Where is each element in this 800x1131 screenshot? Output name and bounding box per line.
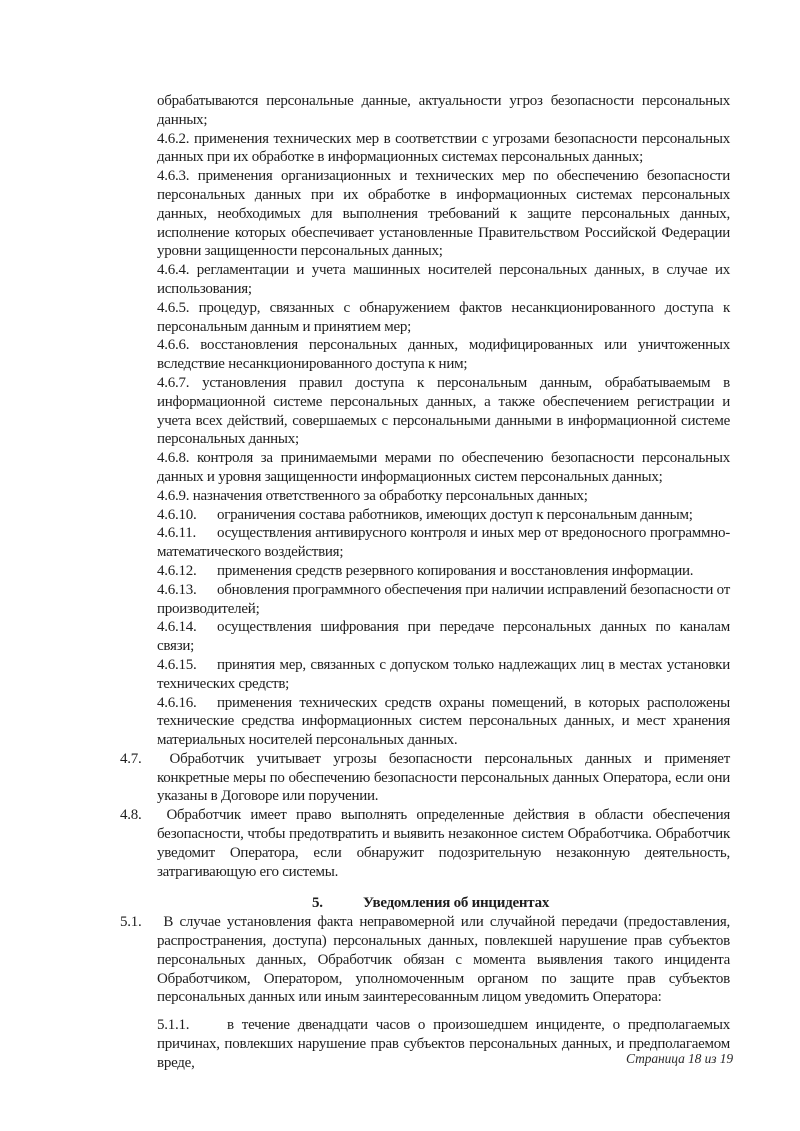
paragraph-text: Обработчик имеет право выполнять определенные действия в области обеспечения безопасности, чтобы предотвратить и выявить незаконное систем Обработчика. Обработчик уведомит Оператора, если обнаружит подозрительную незаконную деятельность, затрагивающую его системы.: [157, 807, 731, 880]
paragraph: [157, 487, 730, 506]
paragraph: [157, 562, 730, 581]
paragraph-text: Обработчик учитывает угрозы безопасности персональных данных и применяет конкретные меры по обеспечению безопасности персональных данных Оператора, если они указаны в Договоре или поручении.: [157, 750, 730, 805]
paragraph: [157, 656, 730, 694]
paragraph: [157, 449, 730, 487]
paragraph: [157, 374, 730, 449]
paragraph: [157, 261, 730, 299]
paragraph-number: 4.6.10.: [157, 506, 197, 523]
paragraph-number: 4.6.2.: [157, 130, 190, 147]
paragraph-number: 4.6.12.: [157, 562, 197, 579]
paragraph-number: 5.1.1.: [157, 1017, 190, 1034]
paragraph-number: 4.6.7.: [157, 374, 190, 391]
paragraph-text: В случае установления факта неправомерной или случайной передачи (предоставления, распространения, доступа) персональных данных, повлекшей нарушение прав субъектов персональных данных, Обработчик обязан с момента выявления такого инцидента Обработчиком, Оператором, уполномоченным органом по защите прав субъектов персональных данных или иным заинтересованным лицом уведомить Оператора:: [157, 914, 731, 1006]
paragraph-text: обновления программного обеспечения при наличии исправлений безопасности от производителей;: [157, 581, 730, 617]
page-number: Страница 18 из 19: [626, 1051, 733, 1066]
paragraph-text: обрабатываются персональные данные, актуальности угроз безопасности персональных данных;: [157, 93, 730, 128]
paragraph-number: 4.7.: [120, 750, 142, 767]
paragraph-number: 4.6.6.: [157, 337, 190, 354]
paragraph-text: в течение двенадцати часов о произошедшем инциденте, о предполагаемых причинах, повлекших нарушение прав субъектов персональных данных, и предполагаемом вреде,: [157, 1017, 730, 1071]
paragraph-text: назначения ответственного за обработку персональных данных;: [192, 487, 588, 504]
paragraph: [157, 92, 730, 130]
paragraph: [157, 524, 730, 562]
paragraph-text: восстановления персональных данных, модифицированных или уничтоженных вследствие несанкционированного доступа к ним;: [157, 337, 730, 373]
paragraph: [157, 167, 730, 261]
paragraph-number: 4.6.13.: [157, 581, 197, 598]
paragraph-number: 4.6.16.: [157, 694, 197, 711]
paragraph-text: процедур, связанных с обнаружением фактов несанкционированного доступа к персональным данным и принятием мер;: [157, 299, 731, 335]
paragraph-text: осуществления антивирусного контроля и иных мер от вредоносного программно-математического воздействия;: [157, 525, 730, 561]
page-footer: [626, 1051, 733, 1067]
paragraph: [120, 750, 730, 806]
document-body: [120, 92, 731, 1073]
heading-number: 5.: [312, 895, 323, 912]
paragraph-text: применения средств резервного копирования и восстановления информации.: [217, 562, 694, 579]
paragraph: [120, 806, 731, 881]
paragraph-number: 4.6.3.: [157, 168, 190, 185]
paragraph: [120, 913, 731, 1007]
paragraph: [157, 581, 730, 619]
paragraph-text: применения организационных и технических мер по обеспечению безопасности персональных данных при их обработке в информационных системах персональных данных, необходимых для выполнения требований к защите персональных данных, исполнение которых обеспечивает установленные Правительством Российской Федерации уровни защищенности персональных данных;: [157, 168, 731, 260]
paragraph-number: 4.6.15.: [157, 656, 197, 673]
paragraph-text: ограничения состава работников, имеющих доступ к персональным данным;: [217, 506, 693, 523]
paragraph-text: регламентации и учета машинных носителей персональных данных, в случае их использования;: [157, 262, 731, 297]
paragraph-number: 4.6.14.: [157, 619, 197, 636]
section-heading: [157, 894, 730, 913]
paragraph-number: 4.6.5.: [157, 299, 190, 316]
paragraph-number: 4.6.4.: [157, 262, 190, 279]
paragraph-text: применения технических средств охраны помещений, в которых расположены технические средства информационных систем персональных данных, и мест хранения материальных носителей персональных данных.: [157, 694, 730, 749]
paragraph-text: контроля за принимаемыми мерами по обеспечению безопасности персональных данных и уровня защищенности информационных систем персональных данных;: [157, 450, 731, 485]
paragraph-number: 4.6.11.: [157, 525, 196, 542]
paragraph-text: осуществления шифрования при передаче персональных данных по каналам связи;: [157, 619, 730, 655]
paragraph-text: применения технических мер в соответствии с угрозами безопасности персональных данных при их обработке в информационных системах персональных данных;: [157, 130, 730, 166]
paragraph: [157, 506, 730, 525]
paragraph-text: установления правил доступа к персональным данным, обрабатываемым в информационной системе персональных данных, а также обеспечением регистрации и учета всех действий, совершаемых с персональными данными в информационной системе персональных данных;: [157, 374, 730, 448]
paragraph-number: 4.6.9.: [157, 487, 190, 504]
paragraph-number: 4.8.: [120, 807, 142, 824]
paragraph: [157, 130, 730, 168]
paragraph: [157, 336, 730, 374]
paragraph: [157, 299, 730, 337]
paragraph: [157, 618, 730, 656]
heading-title: Уведомления об инцидентах: [363, 895, 550, 912]
paragraph-text: принятия мер, связанных с допуском только надлежащих лиц в местах установки технических средств;: [157, 656, 730, 692]
paragraph-number: 4.6.8.: [157, 450, 190, 467]
paragraph-number: 5.1.: [120, 914, 142, 931]
paragraph: [157, 694, 730, 750]
